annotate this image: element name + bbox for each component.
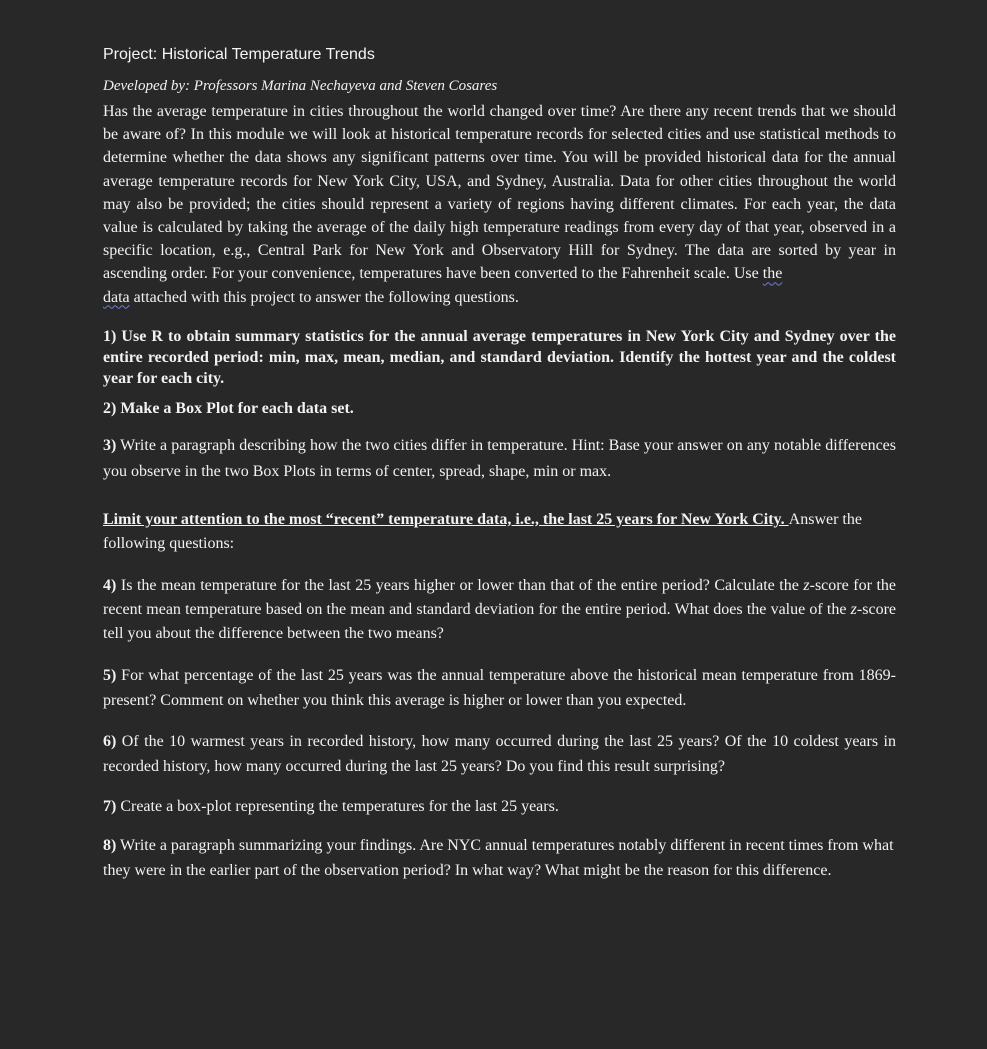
question-number: 2) [103, 399, 117, 417]
question-1 [103, 326, 896, 389]
z-symbol: z [803, 576, 810, 594]
intro-end-text: attached with this project to answer the following questions. [129, 288, 519, 306]
question-text-c: -score tell you about the difference between the two means? [103, 600, 896, 642]
question-number: 4) [103, 576, 117, 594]
question-3 [103, 433, 896, 485]
question-text-a: Is the mean temperature for the last 25 years higher or lower than that of the entire period? Calculate the [116, 576, 804, 594]
z-symbol: z [850, 600, 857, 618]
question-text: Make a Box Plot for each data set. [116, 399, 354, 417]
intro-text: Has the average temperature in cities throughout the world changed over time? Are there any recent trends that we should be aware of? In this module we will look at historical temperature records for selected cities and use statistical methods to determine whether the data shows any significant patterns over time. You will be provided historical data for the annual average temperature records for New York City, USA, and Sydney, Australia. Data for other cities throughout the world may also be provided; the cities should represent a variety of regions having different climates. For each year, the data value is calculated by taking the average of the daily high temperature readings from every day of that year, observed in a specific location, e.g., Central Park for New York and Observatory Hill for Sydney. The data are sorted by year in ascending order. For your convenience, temperatures have been converted to the Fahrenheit scale. Use [103, 103, 896, 283]
question-4 [103, 574, 896, 646]
question-text: Write a paragraph summarizing your findings. Are NYC annual temperatures notably different in recent times from what they were in the earlier part of the observation period? In what way? What might be the reason for this difference. [103, 836, 894, 879]
limit-rest-text: Answer the following questions: [103, 510, 862, 552]
byline: Developed by: Professors Marina Nechayeva and Steven Cosares [103, 78, 498, 94]
question-text: Use R to obtain summary statistics for the annual average temperatures in New York City and Sydney over the entire recorded period: min, max, mean, median, and standard deviation. Identify the hottest year and the coldest year for each city. [103, 327, 896, 387]
question-text: For what percentage of the last 25 years was the annual temperature above the historical mean temperature from 1869-present? Comment on whether you think this average is higher or lower than you expected. [103, 666, 896, 709]
question-number: 6) [103, 732, 117, 750]
question-text: Write a paragraph describing how the two cities differ in temperature. Hint: Base your answer on any notable differences you observe in the two Box Plots in terms of center, spread, shape, min or max. [103, 436, 896, 480]
question-number: 3) [103, 436, 117, 454]
question-2 [103, 398, 896, 419]
question-6 [103, 729, 896, 779]
document-content [103, 44, 896, 883]
limit-instruction [103, 508, 896, 556]
question-text-b: -score for the recent mean temperature based on the mean and standard deviation for the entire period. What does the value of the [103, 576, 896, 618]
intro-paragraph [103, 100, 896, 309]
limit-underlined-text: Limit your attention to the most “recent” temperature data, i.e., the last 25 years for New York City. [103, 510, 789, 528]
spellcheck-flag-the[interactable]: the [762, 265, 783, 283]
question-number: 7) [103, 797, 117, 815]
question-text: Of the 10 warmest years in recorded history, how many occurred during the last 25 years? Of the 10 coldest years in recorded history, how many occurred during the last 25 years? Do you find this result surprising? [103, 732, 896, 775]
spellcheck-flag-data[interactable]: data [103, 288, 130, 306]
page-title: Project: Historical Temperature Trends [103, 46, 375, 63]
question-text: Create a box-plot representing the temperatures for the last 25 years. [116, 797, 559, 815]
question-8 [103, 833, 896, 883]
question-5 [103, 663, 896, 713]
question-7 [103, 795, 896, 819]
question-number: 1) [103, 327, 117, 345]
question-number: 5) [103, 666, 117, 684]
question-number: 8) [103, 836, 117, 854]
